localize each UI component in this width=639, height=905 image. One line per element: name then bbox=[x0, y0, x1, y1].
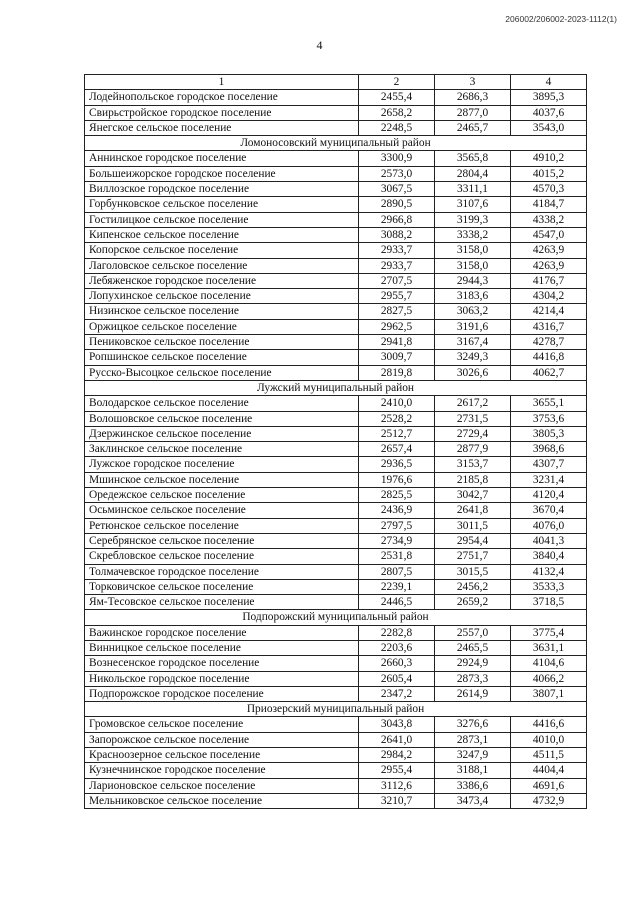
settlement-name: Ларионовское сельское поселение bbox=[85, 778, 359, 793]
value-col-4: 4176,7 bbox=[511, 273, 587, 288]
settlement-name: Осьминское сельское поселение bbox=[85, 503, 359, 518]
table-row bbox=[85, 90, 587, 105]
value-col-3: 2751,7 bbox=[435, 549, 511, 564]
settlement-name: Лужское городское поселение bbox=[85, 457, 359, 472]
table-row bbox=[85, 151, 587, 166]
settlement-name: Серебрянское сельское поселение bbox=[85, 533, 359, 548]
value-col-4: 3718,5 bbox=[511, 595, 587, 610]
value-col-3: 2465,5 bbox=[435, 640, 511, 655]
value-col-4: 4263,9 bbox=[511, 243, 587, 258]
settlement-name: Мшинское сельское поселение bbox=[85, 472, 359, 487]
table-row bbox=[85, 243, 587, 258]
table-body bbox=[85, 75, 587, 809]
table-row bbox=[85, 227, 587, 242]
table-row bbox=[85, 671, 587, 686]
value-col-4: 4015,2 bbox=[511, 166, 587, 181]
value-col-4: 4404,4 bbox=[511, 763, 587, 778]
table-row bbox=[85, 579, 587, 594]
table-row bbox=[85, 442, 587, 457]
value-col-3: 2641,8 bbox=[435, 503, 511, 518]
table-row bbox=[85, 197, 587, 212]
value-col-2: 2641,0 bbox=[359, 732, 435, 747]
value-col-2: 2347,2 bbox=[359, 686, 435, 701]
value-col-4: 4910,2 bbox=[511, 151, 587, 166]
settlement-name: Аннинское городское поселение bbox=[85, 151, 359, 166]
table-row bbox=[85, 549, 587, 564]
settlement-name: Заклинское сельское поселение bbox=[85, 442, 359, 457]
value-col-4: 3670,4 bbox=[511, 503, 587, 518]
value-col-2: 2658,2 bbox=[359, 105, 435, 120]
settlement-name: Ропшинское сельское поселение bbox=[85, 350, 359, 365]
table-row bbox=[85, 350, 587, 365]
table-row bbox=[85, 457, 587, 472]
settlement-name: Оржицкое сельское поселение bbox=[85, 319, 359, 334]
value-col-3: 3107,6 bbox=[435, 197, 511, 212]
value-col-2: 3300,9 bbox=[359, 151, 435, 166]
table-row bbox=[85, 640, 587, 655]
settlement-name: Лаголовское сельское поселение bbox=[85, 258, 359, 273]
value-col-2: 2203,6 bbox=[359, 640, 435, 655]
value-col-2: 3112,6 bbox=[359, 778, 435, 793]
settlement-name: Янегское сельское поселение bbox=[85, 120, 359, 135]
table-row bbox=[85, 365, 587, 380]
settlement-name: Низинское сельское поселение bbox=[85, 304, 359, 319]
value-col-4: 4278,7 bbox=[511, 335, 587, 350]
value-col-4: 3753,6 bbox=[511, 411, 587, 426]
value-col-3: 3063,2 bbox=[435, 304, 511, 319]
table-row bbox=[85, 518, 587, 533]
value-col-4: 4184,7 bbox=[511, 197, 587, 212]
value-col-2: 2890,5 bbox=[359, 197, 435, 212]
settlement-name: Запорожское сельское поселение bbox=[85, 732, 359, 747]
section-row bbox=[85, 380, 587, 395]
value-col-2: 2660,3 bbox=[359, 656, 435, 671]
value-col-4: 3968,6 bbox=[511, 442, 587, 457]
value-col-4: 4010,0 bbox=[511, 732, 587, 747]
table-row bbox=[85, 533, 587, 548]
table-row bbox=[85, 564, 587, 579]
settlement-name: Большеижорское городское поселение bbox=[85, 166, 359, 181]
value-col-2: 2827,5 bbox=[359, 304, 435, 319]
value-col-4: 4214,4 bbox=[511, 304, 587, 319]
value-col-4: 4732,9 bbox=[511, 793, 587, 808]
table-row bbox=[85, 793, 587, 808]
section-title: Подпорожский муниципальный район bbox=[85, 610, 587, 625]
settlement-name: Лопухинское сельское поселение bbox=[85, 289, 359, 304]
table-header-row bbox=[85, 75, 587, 90]
section-row bbox=[85, 610, 587, 625]
value-col-3: 2731,5 bbox=[435, 411, 511, 426]
value-col-3: 3011,5 bbox=[435, 518, 511, 533]
table-row bbox=[85, 258, 587, 273]
table-row bbox=[85, 717, 587, 732]
settlement-name: Оредежское сельское поселение bbox=[85, 488, 359, 503]
value-col-3: 3338,2 bbox=[435, 227, 511, 242]
value-col-4: 3805,3 bbox=[511, 426, 587, 441]
value-col-4: 4104,6 bbox=[511, 656, 587, 671]
value-col-4: 4062,7 bbox=[511, 365, 587, 380]
settlement-name: Ретюнское сельское поселение bbox=[85, 518, 359, 533]
value-col-3: 2729,4 bbox=[435, 426, 511, 441]
value-col-2: 2410,0 bbox=[359, 396, 435, 411]
settlement-name: Вознесенское городское поселение bbox=[85, 656, 359, 671]
settlement-name: Кипенское сельское поселение bbox=[85, 227, 359, 242]
value-col-3: 2456,2 bbox=[435, 579, 511, 594]
value-col-2: 2573,0 bbox=[359, 166, 435, 181]
page-number: 4 bbox=[316, 38, 323, 52]
table-row bbox=[85, 503, 587, 518]
value-col-3: 3042,7 bbox=[435, 488, 511, 503]
settlement-name: Важинское городское поселение bbox=[85, 625, 359, 640]
table-row bbox=[85, 105, 587, 120]
value-col-3: 2877,9 bbox=[435, 442, 511, 457]
value-col-3: 2614,9 bbox=[435, 686, 511, 701]
settlement-name: Никольское городское поселение bbox=[85, 671, 359, 686]
settlement-name: Лодейнопольское городское поселение bbox=[85, 90, 359, 105]
value-col-4: 4547,0 bbox=[511, 227, 587, 242]
header-col-4: 4 bbox=[511, 75, 587, 90]
value-col-2: 2528,2 bbox=[359, 411, 435, 426]
value-col-4: 4120,4 bbox=[511, 488, 587, 503]
settlement-name: Копорское сельское поселение bbox=[85, 243, 359, 258]
value-col-3: 3247,9 bbox=[435, 748, 511, 763]
table-row bbox=[85, 335, 587, 350]
value-col-2: 2455,4 bbox=[359, 90, 435, 105]
value-col-3: 3188,1 bbox=[435, 763, 511, 778]
value-col-2: 2941,8 bbox=[359, 335, 435, 350]
value-col-3: 3276,6 bbox=[435, 717, 511, 732]
value-col-3: 3199,3 bbox=[435, 212, 511, 227]
value-col-3: 2557,0 bbox=[435, 625, 511, 640]
settlement-name: Володарское сельское поселение bbox=[85, 396, 359, 411]
value-col-3: 2185,8 bbox=[435, 472, 511, 487]
table-row bbox=[85, 396, 587, 411]
value-col-3: 2924,9 bbox=[435, 656, 511, 671]
settlement-name: Мельниковское сельское поселение bbox=[85, 793, 359, 808]
header-col-3: 3 bbox=[435, 75, 511, 90]
value-col-2: 2531,8 bbox=[359, 549, 435, 564]
settlement-name: Лебяженское городское поселение bbox=[85, 273, 359, 288]
table-row bbox=[85, 472, 587, 487]
table-row bbox=[85, 488, 587, 503]
value-col-4: 3895,3 bbox=[511, 90, 587, 105]
value-col-3: 2659,2 bbox=[435, 595, 511, 610]
value-col-2: 2955,7 bbox=[359, 289, 435, 304]
value-col-2: 2707,5 bbox=[359, 273, 435, 288]
value-col-3: 2873,3 bbox=[435, 671, 511, 686]
header-col-2: 2 bbox=[359, 75, 435, 90]
value-col-2: 2605,4 bbox=[359, 671, 435, 686]
settlement-name: Громовское сельское поселение bbox=[85, 717, 359, 732]
value-col-3: 3249,3 bbox=[435, 350, 511, 365]
value-col-2: 2933,7 bbox=[359, 258, 435, 273]
value-col-2: 2933,7 bbox=[359, 243, 435, 258]
value-col-2: 2239,1 bbox=[359, 579, 435, 594]
value-col-3: 2954,4 bbox=[435, 533, 511, 548]
section-title: Ломоносовский муниципальный район bbox=[85, 136, 587, 151]
settlement-name: Винницкое сельское поселение bbox=[85, 640, 359, 655]
table-row bbox=[85, 686, 587, 701]
section-title: Приозерский муниципальный район bbox=[85, 702, 587, 717]
value-col-4: 4338,2 bbox=[511, 212, 587, 227]
value-col-2: 2966,8 bbox=[359, 212, 435, 227]
value-col-4: 4304,2 bbox=[511, 289, 587, 304]
value-col-2: 2657,4 bbox=[359, 442, 435, 457]
value-col-2: 3210,7 bbox=[359, 793, 435, 808]
document-id: 206002/206002-2023-1112(1) bbox=[505, 14, 617, 24]
value-col-3: 2804,4 bbox=[435, 166, 511, 181]
value-col-4: 4416,6 bbox=[511, 717, 587, 732]
value-col-4: 4037,6 bbox=[511, 105, 587, 120]
section-row bbox=[85, 136, 587, 151]
value-col-4: 4307,7 bbox=[511, 457, 587, 472]
value-col-4: 3543,0 bbox=[511, 120, 587, 135]
value-col-4: 4691,6 bbox=[511, 778, 587, 793]
value-col-3: 3158,0 bbox=[435, 258, 511, 273]
settlement-name: Подпорожское городское поселение bbox=[85, 686, 359, 701]
settlement-name: Русско-Высоцкое сельское поселение bbox=[85, 365, 359, 380]
table-row bbox=[85, 732, 587, 747]
value-col-2: 2955,4 bbox=[359, 763, 435, 778]
settlement-name: Ям-Тесовское сельское поселение bbox=[85, 595, 359, 610]
table-row bbox=[85, 763, 587, 778]
value-col-2: 2797,5 bbox=[359, 518, 435, 533]
value-col-4: 4076,0 bbox=[511, 518, 587, 533]
table-row bbox=[85, 625, 587, 640]
value-col-3: 3158,0 bbox=[435, 243, 511, 258]
table-row bbox=[85, 289, 587, 304]
value-col-3: 3183,6 bbox=[435, 289, 511, 304]
table-row bbox=[85, 120, 587, 135]
settlement-name: Свирьстройское городское поселение bbox=[85, 105, 359, 120]
value-col-2: 2807,5 bbox=[359, 564, 435, 579]
value-col-3: 2873,1 bbox=[435, 732, 511, 747]
settlement-name: Горбунковское сельское поселение bbox=[85, 197, 359, 212]
value-col-3: 3026,6 bbox=[435, 365, 511, 380]
value-col-4: 4570,3 bbox=[511, 182, 587, 197]
value-col-4: 4416,8 bbox=[511, 350, 587, 365]
value-col-2: 2819,8 bbox=[359, 365, 435, 380]
value-col-2: 2248,5 bbox=[359, 120, 435, 135]
section-title: Лужский муниципальный район bbox=[85, 380, 587, 395]
table-row bbox=[85, 778, 587, 793]
table-row bbox=[85, 182, 587, 197]
value-col-2: 3043,8 bbox=[359, 717, 435, 732]
value-col-2: 2436,9 bbox=[359, 503, 435, 518]
value-col-2: 3009,7 bbox=[359, 350, 435, 365]
value-col-4: 3655,1 bbox=[511, 396, 587, 411]
value-col-2: 3067,5 bbox=[359, 182, 435, 197]
value-col-3: 3191,6 bbox=[435, 319, 511, 334]
value-col-3: 3386,6 bbox=[435, 778, 511, 793]
value-col-3: 3167,4 bbox=[435, 335, 511, 350]
table-row bbox=[85, 748, 587, 763]
value-col-4: 3775,4 bbox=[511, 625, 587, 640]
value-col-3: 3565,8 bbox=[435, 151, 511, 166]
table-row bbox=[85, 212, 587, 227]
value-col-2: 2512,7 bbox=[359, 426, 435, 441]
value-col-4: 3840,4 bbox=[511, 549, 587, 564]
table-row bbox=[85, 319, 587, 334]
table-row bbox=[85, 411, 587, 426]
section-row bbox=[85, 702, 587, 717]
value-col-3: 3015,5 bbox=[435, 564, 511, 579]
value-col-4: 4066,2 bbox=[511, 671, 587, 686]
value-col-4: 3231,4 bbox=[511, 472, 587, 487]
settlement-name: Пениковское сельское поселение bbox=[85, 335, 359, 350]
value-col-2: 2984,2 bbox=[359, 748, 435, 763]
value-col-4: 4041,3 bbox=[511, 533, 587, 548]
settlement-name: Виллозское городское поселение bbox=[85, 182, 359, 197]
settlement-name: Гостилицкое сельское поселение bbox=[85, 212, 359, 227]
header-col-1: 1 bbox=[85, 75, 359, 90]
value-col-4: 3533,3 bbox=[511, 579, 587, 594]
value-col-2: 2962,5 bbox=[359, 319, 435, 334]
value-col-3: 2617,2 bbox=[435, 396, 511, 411]
table-row bbox=[85, 273, 587, 288]
settlement-name: Волошовское сельское поселение bbox=[85, 411, 359, 426]
settlement-name: Дзержинское сельское поселение bbox=[85, 426, 359, 441]
value-col-4: 4263,9 bbox=[511, 258, 587, 273]
value-col-4: 3631,1 bbox=[511, 640, 587, 655]
settlement-name: Кузнечнинское городское поселение bbox=[85, 763, 359, 778]
value-col-3: 3473,4 bbox=[435, 793, 511, 808]
table-row bbox=[85, 426, 587, 441]
settlements-table bbox=[84, 74, 587, 809]
value-col-4: 3807,1 bbox=[511, 686, 587, 701]
value-col-4: 4316,7 bbox=[511, 319, 587, 334]
value-col-2: 3088,2 bbox=[359, 227, 435, 242]
table-row bbox=[85, 166, 587, 181]
value-col-3: 2465,7 bbox=[435, 120, 511, 135]
table-row bbox=[85, 304, 587, 319]
value-col-3: 2944,3 bbox=[435, 273, 511, 288]
value-col-2: 2734,9 bbox=[359, 533, 435, 548]
value-col-4: 4511,5 bbox=[511, 748, 587, 763]
value-col-3: 3311,1 bbox=[435, 182, 511, 197]
value-col-2: 2825,5 bbox=[359, 488, 435, 503]
value-col-2: 2282,8 bbox=[359, 625, 435, 640]
value-col-2: 2446,5 bbox=[359, 595, 435, 610]
table-row bbox=[85, 656, 587, 671]
value-col-2: 2936,5 bbox=[359, 457, 435, 472]
value-col-3: 2686,3 bbox=[435, 90, 511, 105]
value-col-4: 4132,4 bbox=[511, 564, 587, 579]
table-row bbox=[85, 595, 587, 610]
value-col-3: 2877,0 bbox=[435, 105, 511, 120]
settlement-name: Толмачевское городское поселение bbox=[85, 564, 359, 579]
settlement-name: Красноозерное сельское поселение bbox=[85, 748, 359, 763]
settlement-name: Скребловское сельское поселение bbox=[85, 549, 359, 564]
value-col-2: 1976,6 bbox=[359, 472, 435, 487]
value-col-3: 3153,7 bbox=[435, 457, 511, 472]
settlement-name: Торковичское сельское поселение bbox=[85, 579, 359, 594]
